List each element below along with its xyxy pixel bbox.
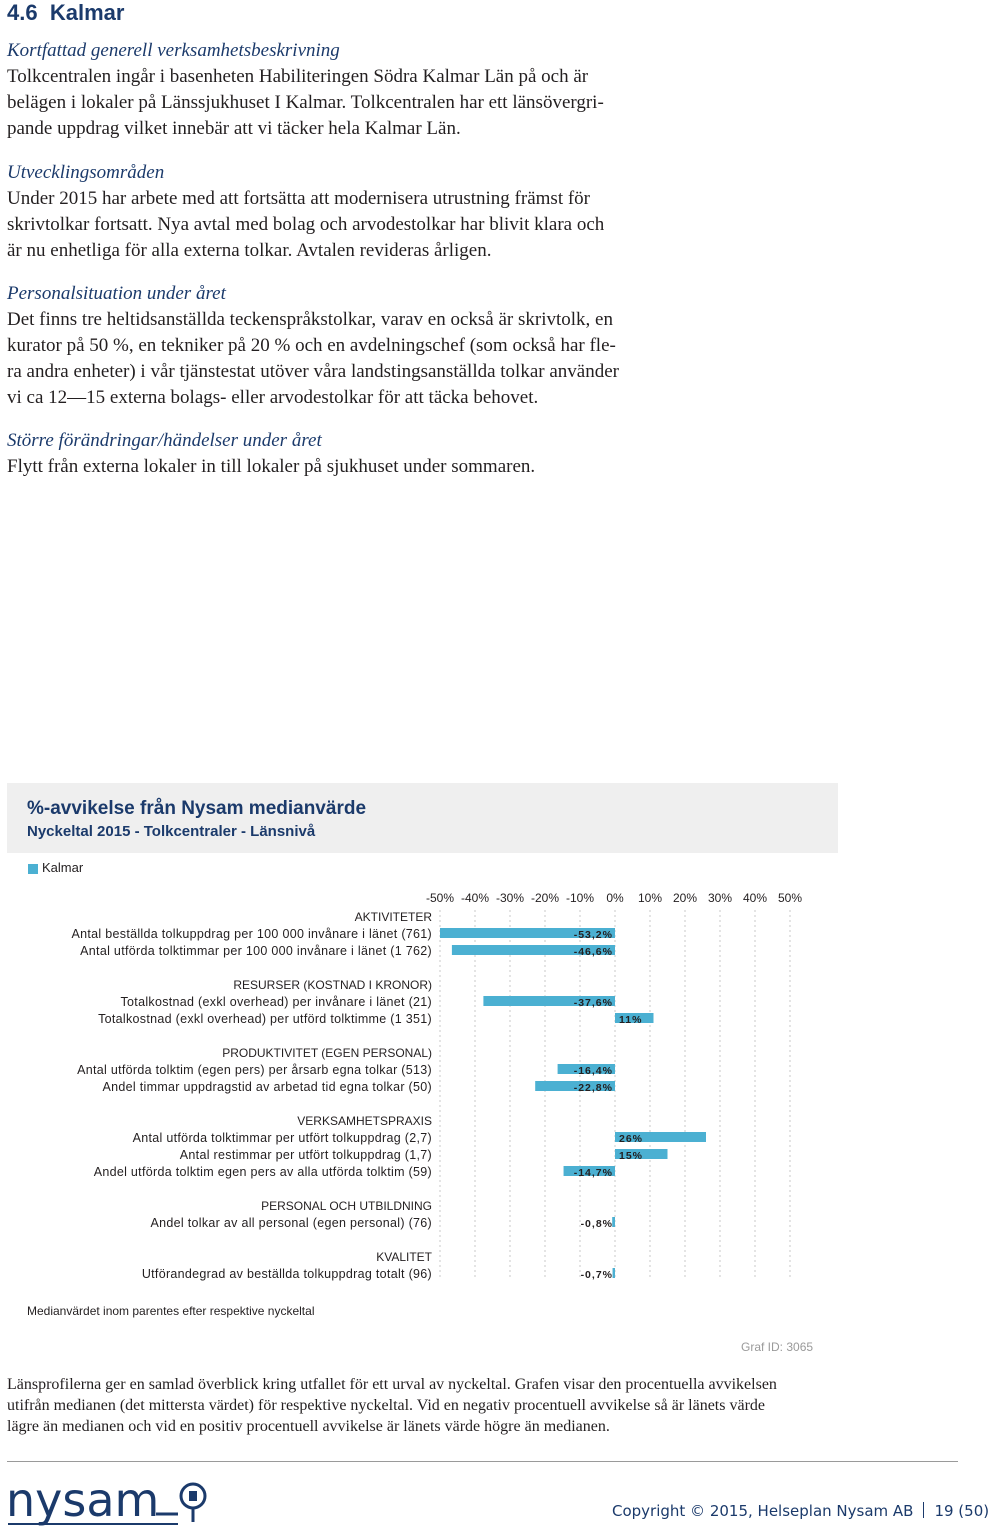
group-label: VERKSAMHETSPRAXIS xyxy=(297,1114,432,1128)
row-label: Andel timmar uppdragstid av arbetad tid egna tolkar (50) xyxy=(102,1080,432,1094)
paragraph-line: Under 2015 har arbete med att fortsätta att modernisera utrustning främst för xyxy=(7,188,590,209)
page-number: 19 (50) xyxy=(934,1502,989,1520)
row-label: Totalkostnad (exkl overhead) per utförd tolktimme (1 351) xyxy=(98,1012,432,1026)
x-tick-label: 10% xyxy=(637,891,663,905)
section-number: 4.6 xyxy=(7,0,38,25)
group-label: RESURSER (KOSTNAD I KRONOR) xyxy=(233,978,432,992)
deviation-bar-chart xyxy=(0,880,960,1300)
nysam-logo xyxy=(6,1473,216,1527)
logo-wordmark: nysam xyxy=(6,1473,160,1527)
bar-value-label: -22,8% xyxy=(573,1082,613,1094)
paragraph-line: pande uppdrag vilket innebär att vi täcker hela Kalmar Län. xyxy=(7,118,461,139)
x-tick-label: 40% xyxy=(742,891,768,905)
bar-value-label: -14,7% xyxy=(573,1167,613,1179)
chart-subtitle: Nyckeltal 2015 - Tolkcentraler - Länsnivå xyxy=(27,823,316,840)
row-label: Antal utförda tolktimmar per 100 000 invånare i länet (1 762) xyxy=(80,944,432,958)
bar-value-label: -53,2% xyxy=(573,929,613,941)
section-title: Kalmar xyxy=(49,0,125,25)
paragraph-line: är nu enhetliga för alla externa tolkar. Avtalen revideras årligen. xyxy=(7,240,492,261)
chart-title: %-avvikelse från Nysam medianvärde xyxy=(27,798,367,819)
bar-value-label: -37,6% xyxy=(573,997,613,1009)
graph-id: Graf ID: 3065 xyxy=(741,1340,814,1354)
bar-value-label: 15% xyxy=(619,1150,644,1162)
group-label: AKTIVITETER xyxy=(354,910,432,924)
row-label: Antal utförda tolktim (egen pers) per årsarb egna tolkar (513) xyxy=(77,1063,432,1077)
group-label: PERSONAL OCH UTBILDNING xyxy=(261,1199,432,1213)
paragraph-line: kurator på 50 %, en tekniker på 20 % och en avdelningschef (som också har fle- xyxy=(7,335,616,356)
explanation-line: utifrån medianen (det mittersta värdet) för respektive nyckeltal. Vid en negativ procentuell avvikelse så är länets värde xyxy=(7,1397,765,1414)
paragraph-line: Tolkcentralen ingår i basenheten Habiliteringen Södra Kalmar Län på och är xyxy=(7,66,589,87)
bar-value-label: -0,8% xyxy=(580,1218,613,1230)
x-tick-label: -50% xyxy=(425,891,455,905)
section-heading xyxy=(7,0,124,26)
x-tick-label: 0% xyxy=(606,891,624,905)
bar-value-label: -46,6% xyxy=(573,946,613,958)
row-label: Andel utförda tolktim egen pers av alla utförda tolktim (59) xyxy=(93,1165,432,1179)
heading-utvecklingsomraden: Utvecklingsområden xyxy=(7,162,165,183)
row-label: Totalkostnad (exkl overhead) per invånare i länet (21) xyxy=(120,995,432,1009)
bar-value-label: -16,4% xyxy=(573,1065,613,1077)
explanation-line: lägre än medianen och vid en positiv procentuell avvikelse är länets värde högre än medianen. xyxy=(7,1418,610,1435)
copyright-text: Copyright © 2015, Helseplan Nysam AB xyxy=(612,1502,914,1520)
x-tick-label: -20% xyxy=(530,891,560,905)
row-label: Antal restimmar per utfört tolkuppdrag (1,7) xyxy=(179,1148,432,1162)
group-label: PRODUKTIVITET (EGEN PERSONAL) xyxy=(222,1046,432,1060)
heading-forandringar: Större förändringar/händelser under året xyxy=(7,430,322,451)
x-tick-label: 50% xyxy=(777,891,803,905)
x-tick-label: -30% xyxy=(495,891,525,905)
copyright-footer xyxy=(612,1502,989,1520)
x-tick-label: -10% xyxy=(565,891,595,905)
paragraph-line: Flytt från externa lokaler in till lokaler på sjukhuset under sommaren. xyxy=(7,456,536,477)
heading-personalsituation: Personalsituation under året xyxy=(7,283,226,304)
paragraph-line: belägen i lokaler på Länssjukhuset I Kalmar. Tolkcentralen har ett länsövergri- xyxy=(7,92,604,113)
paragraph-line: skrivtolkar fortsatt. Nya avtal med bolag och arvodestolkar har blivit klara och xyxy=(7,214,605,235)
paragraph-line: ra andra enheter) i vår tjänstestat utöver våra landstingsanställda tolkar använder xyxy=(7,361,619,382)
bar-value-label: 26% xyxy=(619,1133,644,1145)
paragraph-line: Det finns tre heltidsanställda teckenspråkstolkar, varav en också är skrivtolk, en xyxy=(7,309,613,330)
explanation-line: Länsprofilerna ger en samlad överblick kring utfallet för ett urval av nyckeltal. Grafen visar den procentuella avvikelsen xyxy=(7,1376,777,1393)
row-label: Utförandegrad av beställda tolkuppdrag totalt (96) xyxy=(141,1267,432,1281)
legend-swatch xyxy=(28,864,38,874)
row-label: Andel tolkar av all personal (egen personal) (76) xyxy=(150,1216,432,1230)
group-label: KVALITET xyxy=(376,1250,432,1264)
bar-value-label: -0,7% xyxy=(580,1269,613,1281)
x-tick-label: 20% xyxy=(672,891,698,905)
legend-label: Kalmar xyxy=(42,860,84,875)
bar-value-label: 11% xyxy=(619,1014,643,1026)
row-label: Antal beställda tolkuppdrag per 100 000 invånare i länet (761) xyxy=(71,927,432,941)
footer-rule xyxy=(7,1461,958,1462)
chart-footnote: Medianvärdet inom parentes efter respektive nyckeltal xyxy=(27,1304,315,1318)
heading-verksamhetsbeskrivning: Kortfattad generell verksamhetsbeskrivning xyxy=(7,40,340,61)
paragraph-line: vi ca 12—15 externa bolags- eller arvodestolkar för att täcka behovet. xyxy=(7,387,539,408)
x-tick-label: -40% xyxy=(460,891,490,905)
row-label: Antal utförda tolktimmar per utfört tolkuppdrag (2,7) xyxy=(132,1131,432,1145)
x-tick-label: 30% xyxy=(707,891,733,905)
